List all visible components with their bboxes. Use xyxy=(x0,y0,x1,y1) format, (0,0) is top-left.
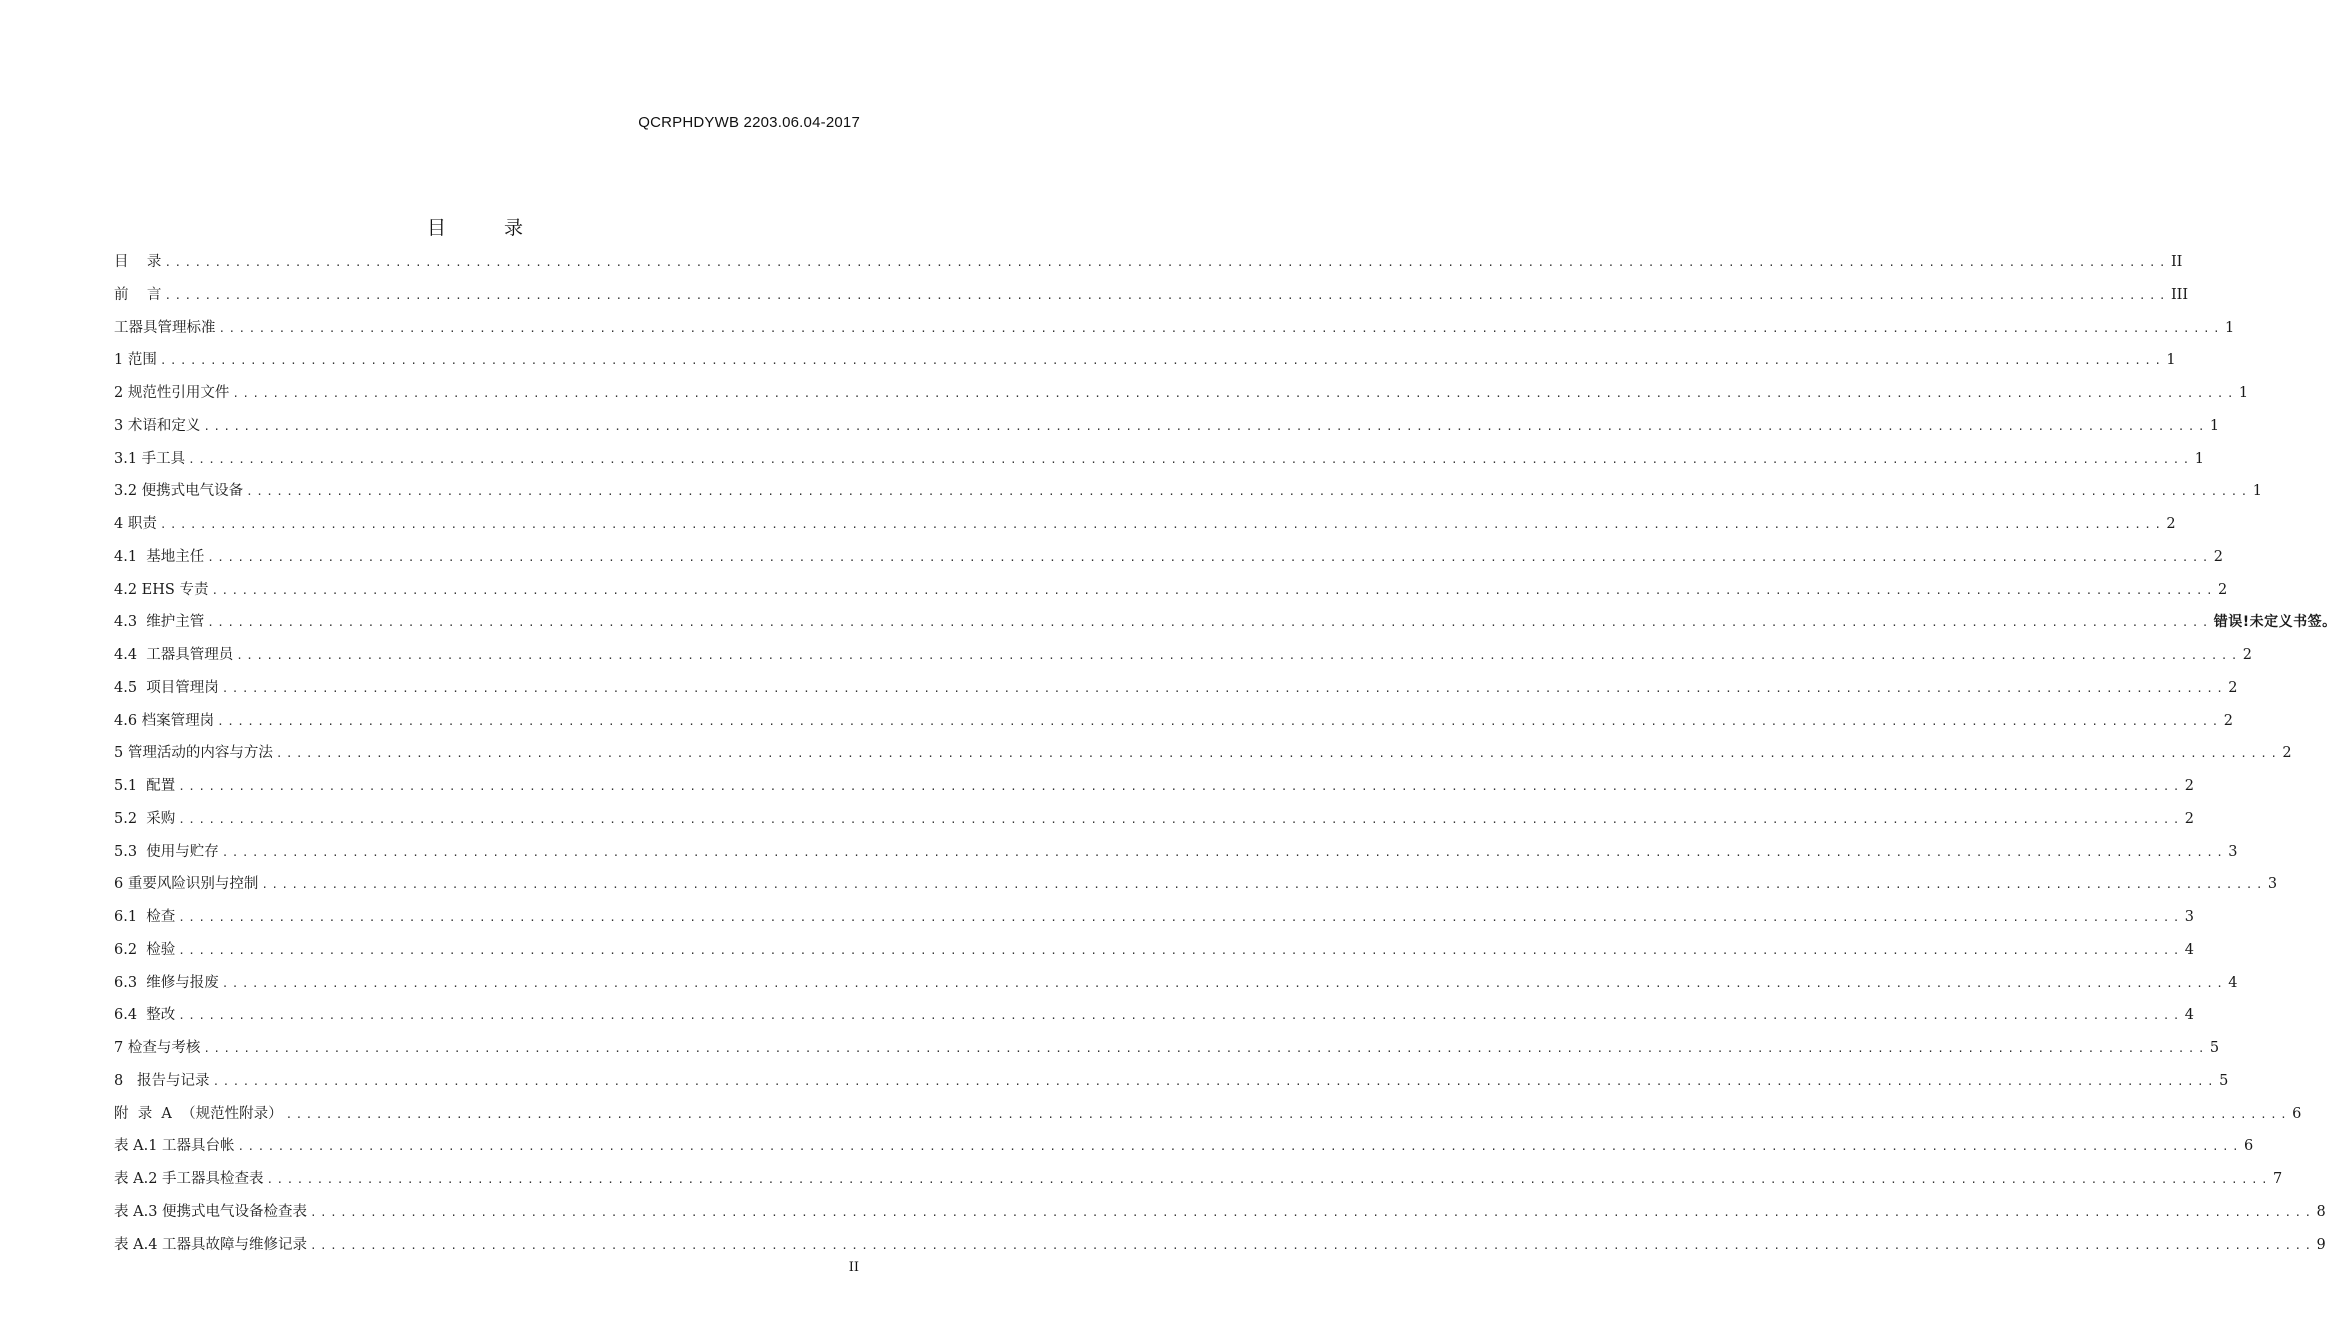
toc-entry[interactable] xyxy=(114,772,2195,805)
toc-entry-label: 4.5 项目管理岗 xyxy=(114,679,219,696)
toc-leader-dots: ........................................................................................................................................................................................................ xyxy=(217,714,2222,728)
toc-entry[interactable] xyxy=(114,445,2204,478)
toc-entry-page: 2 xyxy=(2166,516,2176,532)
toc-leader-dots: ........................................................................................................................................................................................................ xyxy=(237,1140,2243,1154)
toc-entry-label: 6.2 检验 xyxy=(114,941,176,958)
document-code: QCRPHDYWB 2203.06.04-2017 xyxy=(638,114,860,131)
toc-entry-label: 工器具管理标准 xyxy=(114,319,216,336)
toc-leader-dots: ........................................................................................................................................................................................................ xyxy=(188,452,2193,466)
toc-entry[interactable] xyxy=(114,641,2253,674)
toc-entry[interactable] xyxy=(114,477,2262,510)
toc-entry-page: 2 xyxy=(2184,810,2195,827)
toc-leader-dots: ........................................................................................................................................................................................................ xyxy=(266,1173,2272,1186)
toc-entry-label: 6.3 维修与报废 xyxy=(114,974,219,991)
toc-leader-dots: ........................................................................................................................................................................................................ xyxy=(246,485,2251,499)
toc-leader-dots: ........................................................................................................................................................................................................ xyxy=(203,1042,2208,1055)
toc-entry-label: 前 言 xyxy=(114,286,162,303)
toc-entry-label: 4.2 EHS 专责 xyxy=(114,581,209,598)
toc-entry-label: 7 检查与考核 xyxy=(114,1040,201,1056)
toc-entry-label: 4.4 工器具管理员 xyxy=(114,647,234,663)
toc-entry-label: 表 A.2 手工器具检查表 xyxy=(114,1171,264,1187)
toc-entry[interactable] xyxy=(114,969,2238,1002)
toc-entry-page: 3 xyxy=(2267,876,2278,893)
toc-entry-label: 6 重要风险识别与控制 xyxy=(114,876,259,893)
toc-entry-label: 6.4 整改 xyxy=(114,1007,176,1024)
toc-entry-label: 2 规范性引用文件 xyxy=(114,385,230,401)
toc-entry[interactable] xyxy=(114,838,2238,871)
toc-leader-dots: ........................................................................................................................................................................................................ xyxy=(207,550,2212,564)
toc-entry[interactable] xyxy=(114,707,2233,740)
toc-leader-dots: ........................................................................................................................................................................................................ xyxy=(164,256,2169,269)
toc-leader-dots: ........................................................................................................................................................................................................ xyxy=(218,321,2224,335)
toc-entry-label: 5.2 采购 xyxy=(114,810,176,827)
toc-entry[interactable] xyxy=(114,739,2292,772)
footer-page-number: II xyxy=(848,1260,859,1275)
toc-entry[interactable] xyxy=(114,576,2228,609)
toc-entry[interactable] xyxy=(114,314,2235,347)
toc-leader-dots: ........................................................................................................................................................................................................ xyxy=(275,747,2281,761)
toc-entry-page: 2 xyxy=(2217,581,2228,598)
toc-leader-dots: ........................................................................................................................................................................................................ xyxy=(159,354,2165,368)
toc-entry-page: 6 xyxy=(2292,1105,2302,1122)
toc-leader-dots: ........................................................................................................................................................................................................ xyxy=(207,616,2212,630)
toc-leader-dots: ........................................................................................................................................................................................................ xyxy=(203,419,2208,433)
toc-leader-dots: ........................................................................................................................................................................................................ xyxy=(232,387,2237,400)
toc-entry-page: 1 xyxy=(2238,385,2249,401)
toc-entry-label: 表 A.3 便携式电气设备检查表 xyxy=(114,1203,308,1220)
toc-entry[interactable] xyxy=(114,281,2189,314)
toc-entry-page: II xyxy=(2170,254,2183,270)
toc-entry[interactable] xyxy=(114,543,2224,576)
toc-entry-page: 1 xyxy=(2166,352,2176,369)
toc-entry-page: 2 xyxy=(2213,548,2224,565)
toc-leader-dots: ........................................................................................................................................................................................................ xyxy=(178,780,2183,793)
toc-list xyxy=(114,248,2337,1263)
toc-entry[interactable] xyxy=(114,346,2176,379)
toc-entry-label: 附 录 A （规范性附录） xyxy=(114,1105,283,1122)
toc-entry[interactable] xyxy=(114,1198,2326,1231)
toc-entry[interactable] xyxy=(114,805,2195,838)
toc-entry-page: 4 xyxy=(2228,974,2238,991)
toc-entry[interactable] xyxy=(114,412,2220,445)
toc-entry-page: 1 xyxy=(2209,417,2220,434)
toc-leader-dots: ........................................................................................................................................................................................................ xyxy=(212,1074,2218,1088)
toc-entry[interactable] xyxy=(114,1034,2220,1067)
toc-leader-dots: ........................................................................................................................................................................................................ xyxy=(221,681,2227,695)
toc-entry-page: 5 xyxy=(2219,1072,2229,1089)
toc-entry-page: 6 xyxy=(2244,1138,2254,1155)
toc-leader-dots: ........................................................................................................................................................................................................ xyxy=(310,1238,2315,1252)
toc-leader-dots: ........................................................................................................................................................................................................ xyxy=(178,911,2183,924)
toc-leader-dots: ........................................................................................................................................................................................................ xyxy=(221,976,2227,990)
toc-entry-page: 8 xyxy=(2316,1203,2326,1220)
toc-entry-page: 2 xyxy=(2242,647,2253,663)
toc-entry-label: 3.2 便携式电气设备 xyxy=(114,483,244,500)
toc-entry-label: 5.3 使用与贮存 xyxy=(114,843,219,860)
toc-entry-label: 4.6 档案管理岗 xyxy=(114,712,215,729)
toc-entry-label: 5 管理活动的内容与方法 xyxy=(114,745,273,762)
toc-entry[interactable] xyxy=(114,379,2249,412)
toc-entry-label: 6.1 检查 xyxy=(114,909,176,925)
toc-entry[interactable] xyxy=(114,1165,2283,1198)
toc-entry-page: III xyxy=(2170,286,2189,303)
toc-entry[interactable] xyxy=(114,674,2238,707)
toc-entry-page: 3 xyxy=(2184,909,2195,925)
toc-leader-dots: ........................................................................................................................................................................................................ xyxy=(261,878,2266,892)
toc-entry-label: 4.3 维护主管 xyxy=(114,614,205,631)
toc-entry-label: 3 术语和定义 xyxy=(114,417,201,434)
toc-entry[interactable] xyxy=(114,903,2195,936)
toc-entry[interactable] xyxy=(114,1132,2254,1165)
toc-entry-label: 8 报告与记录 xyxy=(114,1072,210,1089)
toc-entry[interactable] xyxy=(114,936,2195,969)
toc-entry-page: 9 xyxy=(2316,1236,2326,1253)
toc-entry-page: 2 xyxy=(2184,778,2195,794)
toc-entry[interactable] xyxy=(114,248,2183,281)
toc-leader-dots: ........................................................................................................................................................................................................ xyxy=(178,1009,2183,1023)
toc-leader-dots: ........................................................................................................................................................................................................ xyxy=(221,845,2227,859)
toc-entry-label: 目 录 xyxy=(114,254,162,270)
toc-entry[interactable] xyxy=(114,608,2337,641)
toc-entry-label: 3.1 手工具 xyxy=(114,450,186,467)
toc-entry-page: 5 xyxy=(2209,1040,2220,1056)
toc-leader-dots: ........................................................................................................................................................................................................ xyxy=(211,583,2216,597)
toc-entry[interactable] xyxy=(114,1231,2326,1264)
toc-entry-page: 1 xyxy=(2194,450,2204,467)
toc-entry-page: 1 xyxy=(2252,483,2262,500)
toc-entry-label: 1 范围 xyxy=(114,352,157,369)
toc-entry-page: 2 xyxy=(2223,712,2233,729)
toc-leader-dots: ........................................................................................................................................................................................................ xyxy=(178,812,2183,826)
toc-entry-page: 3 xyxy=(2228,843,2238,860)
toc-entry-page: 4 xyxy=(2184,1007,2195,1024)
toc-leader-dots: ........................................................................................................................................................................................................ xyxy=(164,288,2169,302)
toc-entry[interactable] xyxy=(114,510,2176,543)
toc-entry-page: 错误!未定义书签。 xyxy=(2213,614,2337,631)
toc-title: 目 录 xyxy=(426,217,550,239)
toc-entry-page: 2 xyxy=(2282,745,2292,762)
toc-leader-dots: ........................................................................................................................................................................................................ xyxy=(178,943,2183,957)
toc-entry-label: 4.1 基地主任 xyxy=(114,548,205,565)
toc-entry-page: 4 xyxy=(2184,941,2195,958)
toc-entry-page: 2 xyxy=(2228,679,2238,696)
toc-entry-label: 5.1 配置 xyxy=(114,778,176,794)
toc-leader-dots: ........................................................................................................................................................................................................ xyxy=(310,1205,2315,1219)
toc-entry[interactable] xyxy=(114,1100,2302,1133)
toc-leader-dots: ........................................................................................................................................................................................................ xyxy=(159,518,2165,531)
toc-entry-label: 4 职责 xyxy=(114,516,157,532)
toc-entry-label: 表 A.1 工器具台帐 xyxy=(114,1138,235,1155)
toc-entry-page: 1 xyxy=(2225,319,2235,336)
toc-entry[interactable] xyxy=(114,1067,2229,1100)
toc-entry-label: 表 A.4 工器具故障与维修记录 xyxy=(114,1236,308,1253)
toc-entry[interactable] xyxy=(114,870,2278,903)
toc-entry[interactable] xyxy=(114,1001,2195,1034)
toc-leader-dots: ........................................................................................................................................................................................................ xyxy=(236,649,2241,662)
toc-leader-dots: ........................................................................................................................................................................................................ xyxy=(285,1107,2291,1121)
toc-entry-page: 7 xyxy=(2273,1171,2283,1187)
